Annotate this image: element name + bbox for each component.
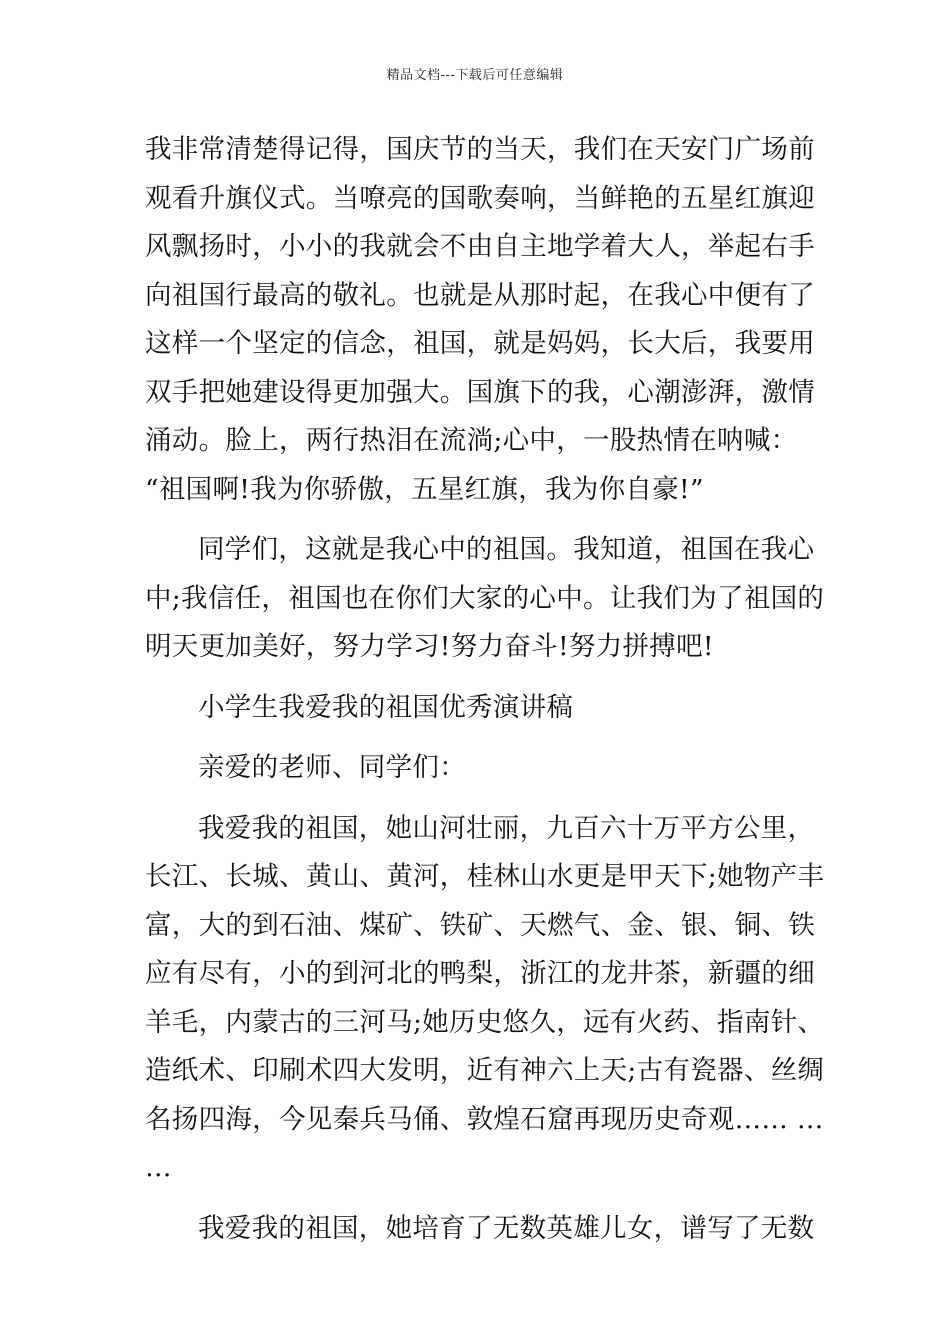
text-line: 明天更加美好，努力学习!努力奋斗!努力拼搏吧! bbox=[145, 631, 714, 662]
text-line: 富，大的到石油、煤矿、铁矿、天燃气、金、银、铜、铁 bbox=[145, 909, 815, 941]
text-line: 向祖国行最高的敬礼。也就是从那时起，在我心中便有了 bbox=[145, 279, 815, 311]
text-line: 长江、长城、黄山、黄河，桂林山水更是甲天下;她物产丰 bbox=[145, 861, 825, 892]
paragraph-heroes bbox=[145, 1205, 815, 1254]
text-line: 羊毛，内蒙古的三河马;她历史悠久，远有火药、指南针、 bbox=[145, 1006, 825, 1038]
paragraph-land bbox=[145, 805, 825, 1193]
text-line: 我爱我的祖国，她培育了无数英雄儿女，谱写了无数 bbox=[198, 1212, 815, 1244]
text-line: 同学们，这就是我心中的祖国。我知道，祖国在我心 bbox=[198, 534, 815, 565]
text-line: 涌动。脸上，两行热泪在流淌;心中，一股热情在呐喊： bbox=[145, 425, 798, 456]
paragraph-memory bbox=[145, 126, 815, 514]
salutation: 亲爱的老师、同学们： bbox=[198, 752, 466, 783]
text-line: 我非常清楚得记得，国庆节的当天，我们在天安门广场前 bbox=[145, 134, 815, 165]
paragraph-conclusion bbox=[145, 526, 825, 672]
text-line: 我爱我的祖国，她山河壮丽，九百六十万平方公里， bbox=[198, 812, 815, 844]
speech-title: 小学生我爱我的祖国优秀演讲稿 bbox=[198, 691, 574, 723]
text-line: “祖国啊!我为你骄傲，五星红旗，我为你自豪!” bbox=[145, 473, 704, 505]
text-line: 风飘扬时，小小的我就会不由自主地学着大人，举起右手 bbox=[145, 231, 815, 262]
text-line: 造纸术、印刷术四大发明，近有神六上天;古有瓷器、丝绸 bbox=[145, 1055, 825, 1086]
document-body bbox=[145, 126, 825, 1253]
text-line: 应有尽有，小的到河北的鸭梨，浙江的龙井茶，新疆的细 bbox=[145, 958, 815, 989]
page-header: 精品文档---下载后可任意编辑 bbox=[386, 68, 564, 83]
text-line: 双手把她建设得更加强大。国旗下的我，心潮澎湃，激情 bbox=[145, 376, 815, 408]
text-line: 名扬四海，今见秦兵马俑、敦煌石窟再现历史奇观…… … bbox=[145, 1103, 824, 1135]
text-line: 中;我信任，祖国也在你们大家的心中。让我们为了祖国的 bbox=[145, 582, 825, 614]
text-line: … bbox=[145, 1152, 172, 1183]
text-line: 观看升旗仪式。当嘹亮的国歌奏响，当鲜艳的五星红旗迎 bbox=[145, 182, 815, 214]
text-line: 这样一个坚定的信念，祖国，就是妈妈，长大后，我要用 bbox=[145, 328, 815, 359]
